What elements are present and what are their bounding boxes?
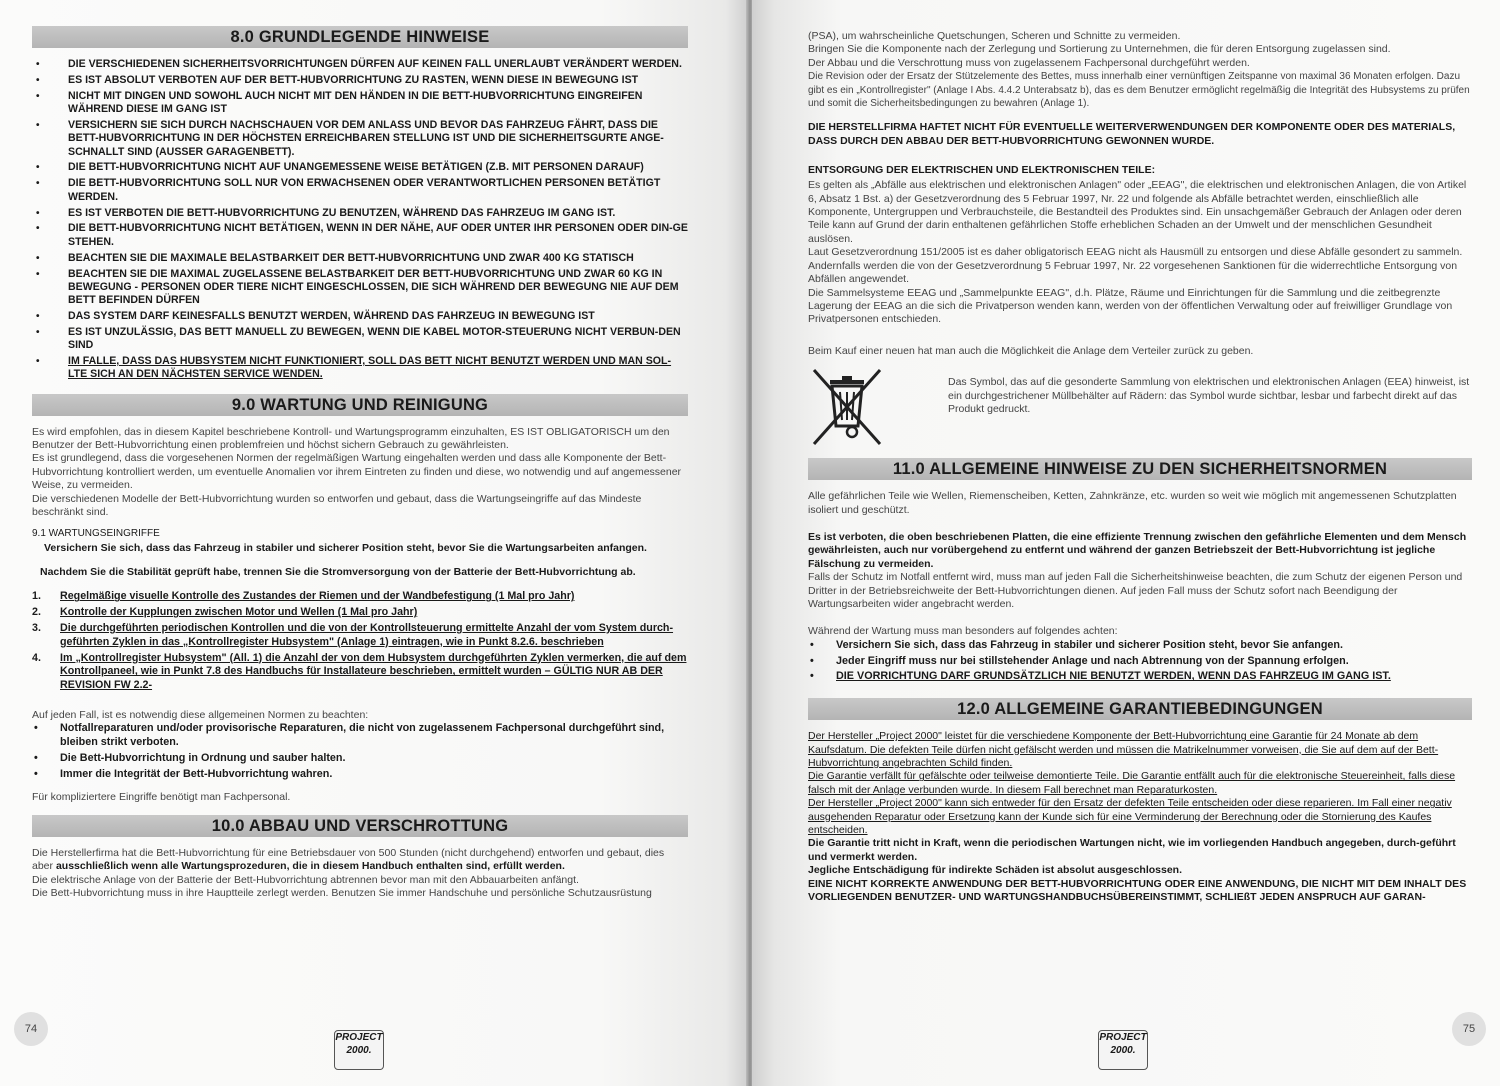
maintenance-steps <box>32 590 688 693</box>
list-item: • DAS SYSTEM DARF KEINESFALLS BENUTZT WERDEN, WÄHREND DAS FAHRZEUG IN BEWEGUNG IST <box>32 310 688 323</box>
list-item: • Die Bett-Hubvorrichtung in Ordnung und sauber halten. <box>32 752 688 766</box>
section-12-title: 12.0 ALLGEMEINE GARANTIEBEDINGUNGEN <box>957 700 1323 719</box>
page-number: 74 <box>14 1012 48 1046</box>
list-item: • IM FALLE, DASS DAS HUBSYSTEM NICHT FUNKTIONIERT, SOLL DAS BETT NICHT BENUTZT WERDEN UND MAN SOL-LTE SICH AN DEN NÄCHSTEN SERVICE WENDEN. <box>32 355 688 382</box>
paragraph: Jegliche Entschädigung für indirekte Schäden ist absolut ausgeschlossen. <box>808 864 1183 877</box>
page-number: 75 <box>1452 1012 1486 1046</box>
symbol-description: Das Symbol, das auf die gesonderte Sammlung von elektrischen und elektronischen Anlagen (EEA) hinweist, ist ein durchgestrichener Müllbehälter auf Rädern: das Symbol wurde sichtbar, lesbar und farbecht direkt auf das Produkt gedruckt. <box>948 376 1470 415</box>
weee-symbol-row <box>808 366 1472 448</box>
paragraph: Auf jeden Fall, ist es notwendig diese allgemeinen Normen zu beachten: <box>32 708 369 721</box>
paragraph: Die Bett-Hubvorrichtung muss in ihre Hauptteile zerlegt werden. Benutzen Sie immer Handschuhe und persönliche Schutzausrüstung <box>32 887 652 900</box>
list-item: 4. Im „Kontrollregister Hubsystem" (All. 1) die Anzahl der von dem Hubsystem durchgeführten Zyklen vermerken, die auf dem Kontrollpaneel, wie in Punkt 7.8 des Handbuchs für Installateure beschrieben, ermittelt wurden – GÜLTIG NUR AB DER REVISION FW 2.2- <box>32 651 687 692</box>
section-10-title: 10.0 ABBAU UND VERSCHROTTUNG <box>211 816 509 835</box>
list-item: 2. Kontrolle der Kupplungen zwischen Motor und Wellen (1 Mal pro Jahr) <box>32 606 418 619</box>
paragraph: DIE HERSTELLFIRMA HAFTET NICHT FÜR EVENTUELLE WEITERVERWENDUNGEN DER KOMPONENTE ODER DES MATERIALS, DASS DURCH DEN ABBAU DER BETT-HUBVORRICHTUNG GEWONNEN WURDE. <box>808 121 1456 147</box>
paragraph: EINE NICHT KORREKTE ANWENDUNG DER BETT-HUBVORRICHTUNG ODER EINE ANWENDUNG, DIE NICHT MIT DEM INHALT DES VORLIEGENDEN BENUTZER- UND WARTUNGSHANDBUCHSÜBEREINSTIMMT, SCHLIEßT JEDEN ANSPRUCH AUF GARAN- <box>808 877 1467 904</box>
paragraph: (PSA), um wahrscheinliche Quetschungen, Scheren und Schnitte zu vermeiden. <box>808 30 1181 42</box>
paragraph: Die verschiedenen Modelle der Bett-Hubvorrichtung wurden so entworfen und gebaut, dass die Wartungseingriffe auf das Mindeste beschränkt sind. <box>32 492 642 519</box>
list-item: • DIE BETT-HUBVORRICHTUNG SOLL NUR VON ERWACHSENEN ODER VERANTWORTLICHEN PERSONEN BETÄTIGT WERDEN. <box>32 177 688 204</box>
list-item: • ES IST UNZULÄSSIG, DAS BETT MANUELL ZU BEWEGEN, WENN DIE KABEL MOTOR-STEUERUNG NICHT VERBUN-DEN SIND <box>32 326 688 353</box>
paragraph: Alle gefährlichen Teile wie Wellen, Riemenscheiben, Ketten, Zahnkränze, etc. wurden so weit wie möglich mit angemessenen Schutzplatten isoliert und geschützt. <box>808 490 1457 516</box>
list-item: • Notfallreparaturen und/oder provisorische Reparaturen, die nicht von zugelassenem Fachpersonal durchgeführt sind, bleiben strikt verboten. <box>32 722 688 750</box>
paragraph: Die Revision oder der Ersatz der Stützelemente des Bettes, muss innerhalb einer vernünftigen Zeitspanne von maximal 36 Monaten erfolgen. Dazu gibt es ein „Kontrollregister" (Anlage I Abs. 4.4.2 Unterabsatz b), das es dem Benutzer ermöglicht regelmäßig die Integrität des Hubsystems zu prüfen und somit die Sicherheitsbedingungen zu bewahren (Anlage 1). <box>808 71 1470 110</box>
general-norms-list <box>32 722 688 781</box>
paragraph: Die Garantie verfällt für gefälschte oder teilweise demontierte Teile. Die Garantie entfällt auch für die elektronische Steuereinheit, falls diese falsch mit der Anlage verbunden wurde. In diesem Fall berechnet man Reparaturkosten. <box>808 770 1456 796</box>
paragraph: Es wird empfohlen, das in diesem Kapitel beschriebene Kontroll- und Wartungsprogramm einzuhalten, ES IST OBLIGATORISCH um den Benutzer der Bett-Hubvorrichtung einen problemfreien und höchst sichern Gebrauch zu gewährleisten. <box>32 425 670 452</box>
disposal-title: ENTSORGUNG DER ELEKTRISCHEN UND ELEKTRONISCHEN TEILE: <box>808 164 1156 177</box>
section-8-list <box>32 58 688 382</box>
paragraph: Der Abbau und die Verschrottung muss von zugelassenem Fachpersonal durchgeführt werden. <box>808 56 1250 69</box>
list-item: • DIE BETT-HUBVORRICHTUNG NICHT AUF UNANGEMESSENE WEISE BETÄTIGEN (Z.B. MIT PERSONEN DARAUF) <box>32 161 688 174</box>
list-item: 1. Regelmäßige visuelle Kontrolle des Zustandes der Riemen und der Wandbefestigung (1 Mal pro Jahr) <box>32 590 575 603</box>
paragraph: Es gelten als „Abfälle aus elektrischen und elektronischen Anlagen" oder „EEAG", die elektrischen und elektronischen Anlagen, die von Artikel 6, Absatz 1 Bst. a) der Gesetzverordnung des 5 Februar 1997, Nr. 22 und folgende als Abfälle betrachtet werden, einschließlich alle Komponente, Untergruppen und Verbrauchsteile, die Bestandteil des Produktes sind. Ein unsachgemäßer Gebrauch der Anlagen oder deren Teile kann auf Grund der darin enthaltenen gefährlichen Stoffe erheblichen Schaden an der Umwelt und der menschlichen Gesundheit auslösen. <box>808 179 1467 245</box>
paragraph: Für kompliziertere Eingriffe benötigt man Fachpersonal. <box>32 791 291 804</box>
list-item: 3. Die durchgeführten periodischen Kontrollen und die von der Kontrollsteuerung ermittelte Anzahl der vom System durch-geführten Zyklen in das „Kontrollregister Hubsystem" (Anlage 1) eintragen, wie in Punkt 8.2.6. beschrieben <box>32 621 674 648</box>
list-item: • Immer die Integrität der Bett-Hubvorrichtung wahren. <box>32 768 688 782</box>
section-8-header <box>32 26 688 48</box>
subsection-9-1-title: 9.1 WARTUNGSEINGRIFFE <box>32 527 160 539</box>
list-item: • VERSICHERN SIE SICH DURCH NACHSCHAUEN VOR DEM ANLASS UND BEVOR DAS FAHRZEUG FÄHRT, DASS DIE BETT-HUBVORRICHTUNG IN DER HÖCHSTEN ERREICHBAREN STELLUNG IST UND DIE SICHERHEITSGURTE ANGE-SCHNALLT SIND (AUSSER GARAGENBETT). <box>32 119 688 159</box>
paragraph: Es ist verboten, die oben beschriebenen Platten, die eine effiziente Trennung zwischen den gefährliche Elementen und dem Mensch gewährleisten, auch nur vorübergehend zu entfernt und während der ganzen Betriebszeit der Bett-Hubvorrichtung ist jegliche Fälschung zu vermeiden. <box>808 530 1467 570</box>
section-11-header <box>808 458 1472 480</box>
paragraph: Bringen Sie die Komponente nach der Zerlegung und Sortierung zu Unternehmen, die für deren Entsorgung zugelassen sind. <box>808 43 1391 56</box>
paragraph: Beim Kauf einer neuen hat man auch die Möglichkeit die Anlage dem Verteiler zurück zu geben. <box>808 344 1254 357</box>
paragraph: Der Hersteller „Project 2000" leistet für die verschiedene Komponente der Bett-Hubvorrichtung eine Garantie für 24 Monate ab dem Kaufsdatum. Die defekten Teile dürfen nicht gefälscht werden und müssen die Matrikelnummer vorweisen, die Sie auf dem auf der Bett-Hubvorrichtung angebrachten Schild finden. <box>808 730 1439 769</box>
paragraph: Versichern Sie sich, dass das Fahrzeug in stabiler und sicherer Position steht, bevor Sie die Wartungsarbeiten anfangen. <box>44 541 647 554</box>
paragraph: Nachdem Sie die Stabilität geprüft habe, trennen Sie die Stromversorgung von der Batterie der Bett-Hubvorrichtung ab. <box>40 565 636 578</box>
list-item: • NICHT MIT DINGEN UND SOWOHL AUCH NICHT MIT DEN HÄNDEN IN DIE BETT-HUBVORRICHTUNG EINGREIFEN WÄHREND DIESE IM GANG IST <box>32 90 688 117</box>
section-10-header <box>32 815 688 837</box>
paragraph: Die Garantie tritt nicht in Kraft, wenn die periodischen Wartungen nicht, wie im vorliegenden Handbuch angegeben, durch-geführt und vermerkt werden. <box>808 837 1456 863</box>
paragraph: Laut Gesetzverordnung 151/2005 ist es daher obligatorisch EEAG nicht als Hausmüll zu entsorgen und diese Abfälle gesondert zu sammeln. Andernfalls werden die von der Gesetzverordnung 5 Februar 1997, Nr. 22 vorgesehenen Sanktionen für die widerrechtliche Entsorgung von Abfällen angewendet. <box>808 246 1463 286</box>
paragraph: Die elektrische Anlage von der Batterie der Bett-Hubvorrichtung abtrennen bevor man mit den Abbauarbeiten anfängt. <box>32 873 579 886</box>
list-item: • Versichern Sie sich, dass das Fahrzeug in stabiler und sicherer Position steht, bevor Sie anfangen. <box>808 639 1472 653</box>
maintenance-attention-list <box>808 639 1472 684</box>
left-page <box>0 0 748 1086</box>
list-item: • BEACHTEN SIE DIE MAXIMAL ZUGELASSENE BELASTBARKEIT DER BETT-HUBVORRICHTUNG UND ZWAR 60 KG IN BEWEGUNG - PERSONEN ODER TIERE NICHT EINGESCHLOSSEN, DIE SICH WÄHREND DER BEWEGUNG NIE AUF DEM BETT BEFINDEN DÜRFEN <box>32 268 688 308</box>
list-item: • BEACHTEN SIE DIE MAXIMALE BELASTBARKEIT DER BETT-HUBVORRICHTUNG UND ZWAR 400 KG STATISCH <box>32 252 688 265</box>
paragraph: Der Hersteller „Project 2000" kann sich entweder für den Ersatz der defekten Teile entscheiden oder diese reparieren. Im Fall einer negativ ausgehenden Reparatur oder Ersetzung kann der Kunde sich für eine Verminderung der Berechnung oder die Stornierung des Kaufes entscheiden. <box>808 797 1452 837</box>
crossed-bin-icon <box>808 366 888 448</box>
list-item: • ES IST ABSOLUT VERBOTEN AUF DER BETT-HUBVORRICHTUNG ZU RASTEN, WENN DIESE IN BEWEGUNG IST <box>32 74 688 87</box>
list-item: • Jeder Eingriff muss nur bei stillstehender Anlage und nach Abtrennung von der Spannung erfolgen. <box>808 655 1472 669</box>
section-9-header <box>32 394 688 416</box>
section-8-title: 8.0 GRUNDLEGENDE HINWEISE <box>230 28 490 46</box>
section-11-title: 11.0 ALLGEMEINE HINWEISE ZU DEN SICHERHEITSNORMEN <box>892 460 1388 479</box>
list-item: • DIE BETT-HUBVORRICHTUNG NICHT BETÄTIGEN, WENN IN DER NÄHE, AUF ODER UNTER IHR PERSONEN ODER DIN-GE STEHEN. <box>32 222 688 249</box>
paragraph: Es ist grundlegend, dass die vorgesehenen Normen der regelmäßigen Wartung eingehalten werden und dass alle Komponente der Bett-Hubvorrichtung kontrolliert werden, um eventuelle Anomalien vor ihrem Eintreten zu finden und diese, wo notwendig und auf angemessener Weise, zu vermeiden. <box>32 452 682 492</box>
list-item: • ES IST VERBOTEN DIE BETT-HUBVORRICHTUNG ZU BENUTZEN, WÄHREND DAS FAHRZEUG IM GANG IST. <box>32 207 688 220</box>
paragraph: Die Herstellerfirma hat die Bett-Hubvorrichtung für eine Betriebsdauer von 500 Stunden (nicht durchgehend) entworfen und gebaut, dies aber ausschließlich wenn alle Wartungsprozeduren, die in diesem Handbuch enthalten sind, erfüllt werden. <box>32 846 665 873</box>
project-2000-logo: PROJECT 2000. <box>334 1030 384 1070</box>
section-12-header <box>808 698 1472 720</box>
paragraph: Während der Wartung muss man besonders auf folgendes achten: <box>808 625 1118 638</box>
list-item: • DIE VERSCHIEDENEN SICHERHEITSVORRICHTUNGEN DÜRFEN AUF KEINEN FALL UNERLAUBT VERÄNDERT WERDEN. <box>32 58 688 71</box>
paragraph: Die Sammelsysteme EEAG und „Sammelpunkte EEAG", d.h. Plätze, Räume und Einrichtungen für die Sammlung und die zeitbegrenzte Lagerung der EEAG an die sich die Privatperson wenden kann, werden von der öffentlichen Verwaltung oder auf freiwilliger Grundlage von Privatpersonen entschieden. <box>808 286 1453 326</box>
section-9-title: 9.0 WARTUNG UND REINIGUNG <box>231 395 489 414</box>
list-item: • DIE VORRICHTUNG DARF GRUNDSÄTZLICH NIE BENUTZT WERDEN, WENN DAS FAHRZEUG IM GANG IST. <box>808 670 1472 684</box>
right-page <box>752 0 1500 1086</box>
paragraph: Falls der Schutz im Notfall entfernt wird, muss man auf jeden Fall die Sicherheitshinweise beachten, die zum Schutz der eigenen Person und Dritter in der Betriebsreichweite der Bett-Hubvorrichtungen dienen. Auf jeden Fall muss der Schutz sofort nach Beendigung der Wartungsarbeiten wider angebracht werden. <box>808 571 1463 610</box>
project-2000-logo: PROJECT 2000. <box>1098 1030 1148 1070</box>
